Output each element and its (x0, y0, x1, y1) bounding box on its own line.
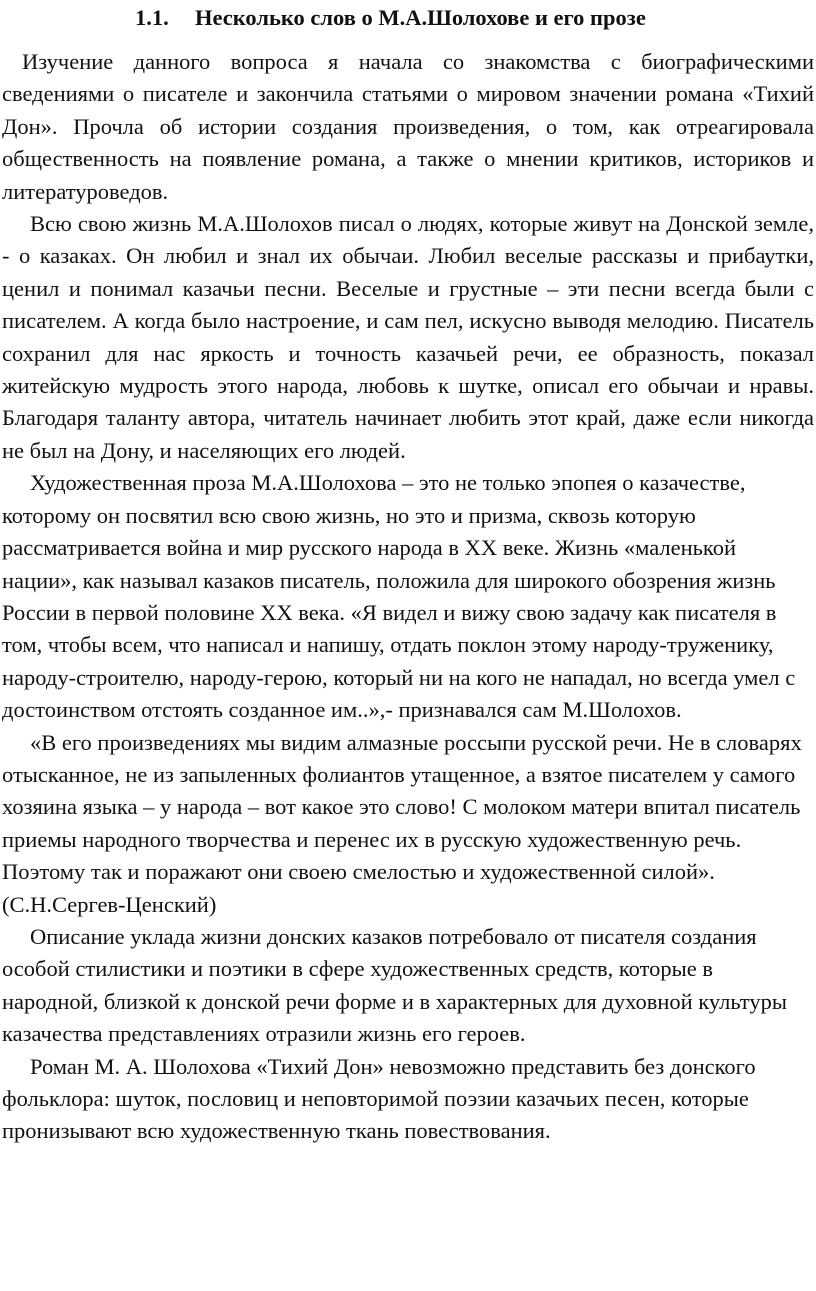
paragraph-quote: «В его произведениях мы видим алмазные россыпи русской речи. Не в словарях отысканное, не из запыленных фолиантов утащенное, а взятое писателем у самого хозяина языка – у народа – вот какое это слово! С молоком матери впитал писатель приемы народного творчества и перенес их в русскую художественную речь. Поэтому так и поражают они своею смелостью и художественной силой».(С.Н.Сергев-Ценский) (2, 729, 802, 917)
section-title: Несколько слов о М.А.Шолохове и его прозе (195, 5, 646, 30)
paragraph-style: Описание уклада жизни донских казаков потребовало от писателя создания особой стилистики и поэтики в сфере художественных средств, которые в народной, близкой к донской речи форме и в характерных для духовной культуры казачества представлениях отразили жизнь его героев. (2, 923, 787, 1047)
paragraph-prose: Художественная проза М.А.Шолохова – это не только эпопея о казачестве, которому он посвятил всю свою жизнь, но это и призма, сквозь которую рассматривается война и мир русского народа в ХХ веке. Жизнь «маленькой нации», как называл казаков писатель, положила для широкого обозрения жизнь России в первой половине ХХ века. «Я видел и вижу свою задачу как писателя в том, чтобы всем, что написал и напишу, отдать поклон этому народу-труженику, народу-строителю, народу-герою, который ни на кого не нападал, но всегда умел с достоинством отстоять созданное им..»,- признавался сам М.Шолохов. (2, 470, 796, 723)
paragraph-folklore: Роман М. А. Шолохова «Тихий Дон» невозможно представить без донского фольклора: шуток, пословиц и неповторимой поэзии казачьих песен, которые пронизывают всю художественную ткань повествования. (2, 1053, 756, 1144)
section-heading (2, 2, 814, 33)
paragraph-intro: Изучение данного вопроса я начала со знакомства с биографическими сведениями о писателе и закончила статьями о мировом значении романа «Тихий Дон». Прочла об истории создания произведения, о том, как отреагировала общественность на появление романа, а также о мнении критиков, историков и литературоведов. (2, 49, 814, 204)
paragraph-life: Всю свою жизнь М.А.Шолохов писал о людях, которые живут на Донской земле, - о казаках. Он любил и знал их обычаи. Любил веселые рассказы и прибаутки, ценил и понимал казачьи песни. Веселые и грустные – эти песни всегда были с писателем. А когда было настроение, и сам пел, искусно выводя мелодию. Писатель сохранил для нас яркость и точность казачьей речи, ее образность, показал житейскую мудрость этого народа, любовь к шутке, описал его обычаи и нравы. Благодаря таланту автора, читатель начинает любить этот край, даже если никогда не был на Дону, и населяющих его людей. (2, 211, 814, 463)
section-number: 1.1. (135, 5, 169, 30)
